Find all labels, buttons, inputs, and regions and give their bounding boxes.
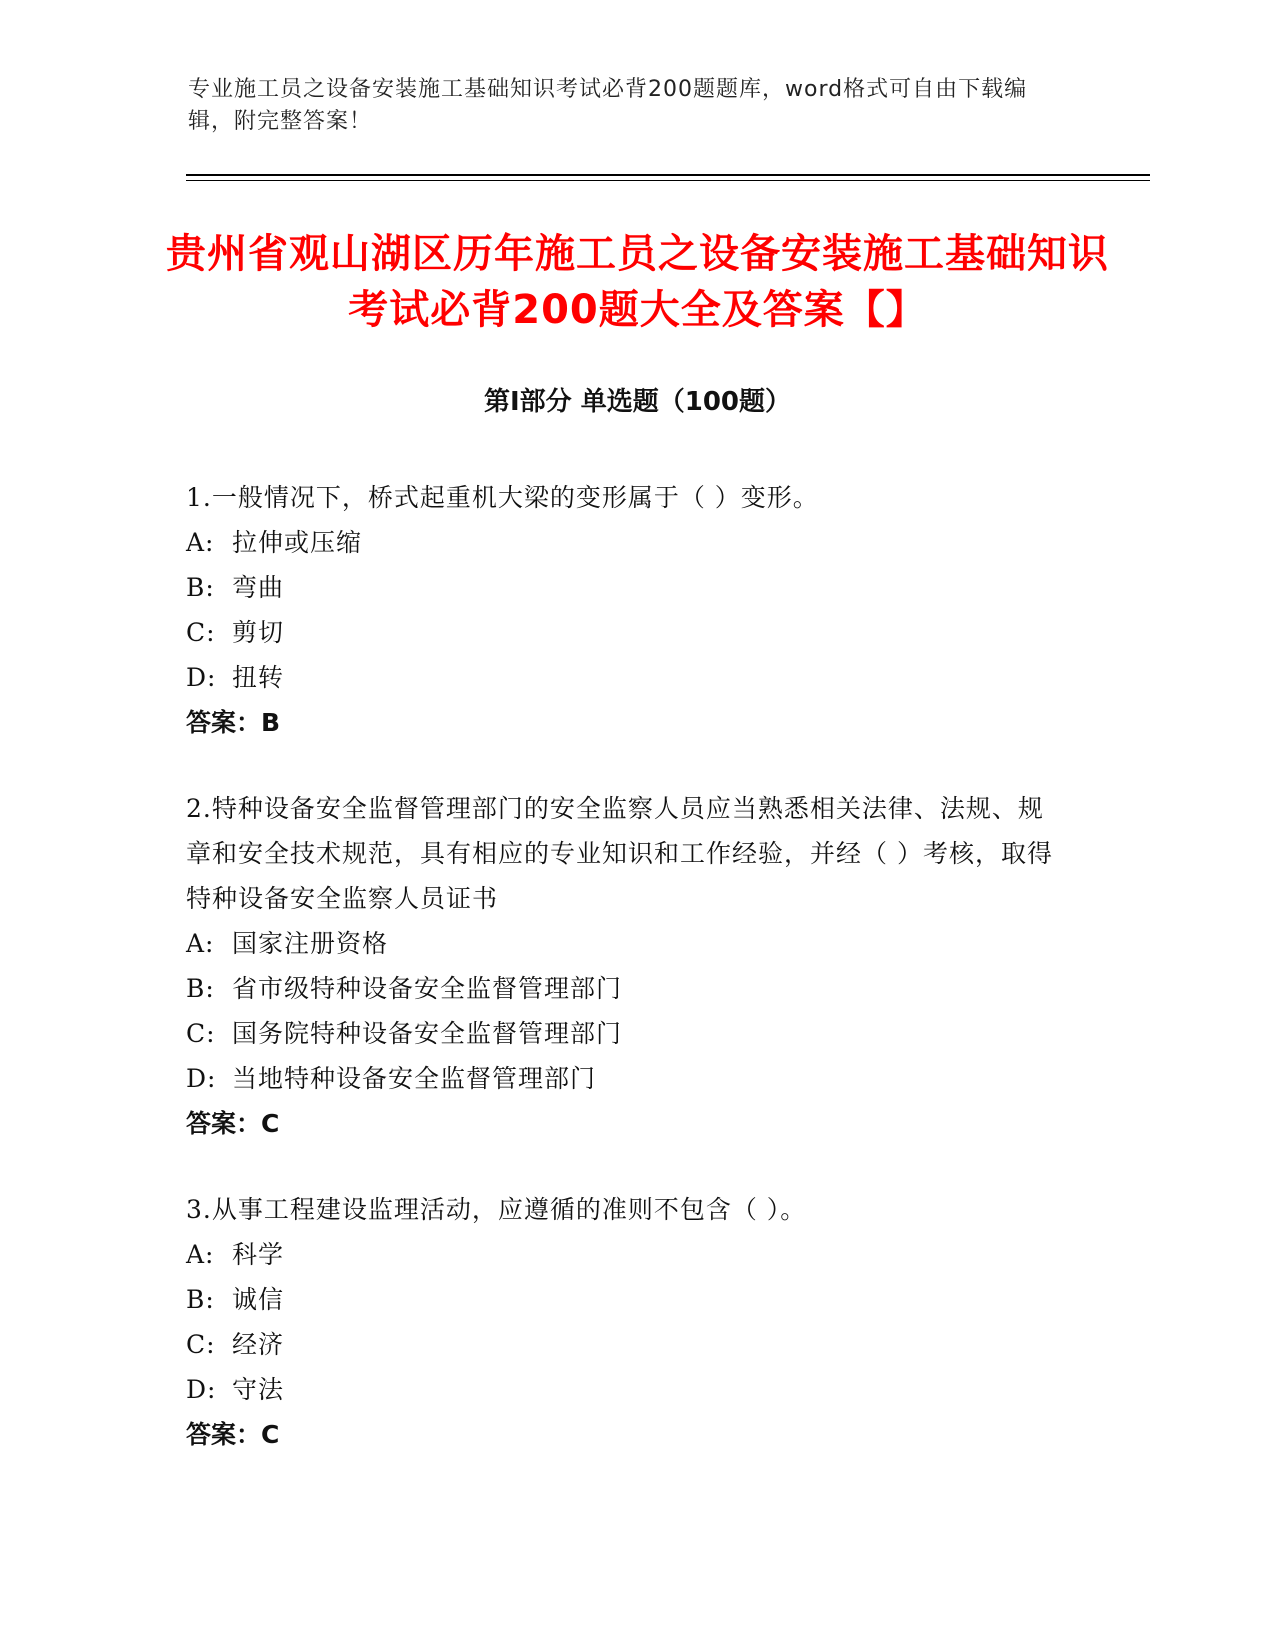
option-c	[186, 610, 1056, 655]
document-title: 贵州省观山湖区历年施工员之设备安装施工基础知识考试必背200题大全及答案【】	[166, 231, 1109, 333]
option-text: 国家注册资格	[232, 929, 389, 958]
question-stem: 2.特种设备安全监督管理部门的安全监察人员应当熟悉相关法律、法规、规章和安全技术规范，具有相应的专业知识和工作经验，并经（ ）考核，取得特种设备安全监察人员证书	[186, 794, 1053, 913]
option-letter: A:	[186, 929, 215, 958]
question-1	[186, 475, 1056, 745]
option-b	[186, 966, 1056, 1011]
option-letter: D:	[186, 1375, 217, 1404]
option-text: 科学	[232, 1240, 285, 1269]
option-letter: A:	[186, 528, 215, 557]
option-letter: A:	[186, 1240, 215, 1269]
option-letter: B:	[186, 974, 215, 1003]
option-d	[186, 655, 1056, 700]
question-stem: 1.一般情况下，桥式起重机大梁的变形属于（ ）变形。	[186, 483, 819, 512]
option-text: 拉伸或压缩	[232, 528, 363, 557]
answer-line: 答案：B	[186, 708, 281, 737]
option-c	[186, 1011, 1056, 1056]
option-letter: B:	[186, 573, 215, 602]
option-d	[186, 1367, 1056, 1412]
option-b	[186, 1277, 1056, 1322]
option-d	[186, 1056, 1056, 1101]
option-letter: D:	[186, 1064, 217, 1093]
option-a	[186, 921, 1056, 966]
option-text: 国务院特种设备安全监督管理部门	[232, 1019, 623, 1048]
question-2	[186, 786, 1056, 1146]
option-a	[186, 520, 1056, 565]
header-note: 专业施工员之设备安装施工基础知识考试必背200题题库，word格式可自由下载编辑，附完整答案！	[188, 77, 1028, 134]
question-stem: 3.从事工程建设监理活动，应遵循的准则不包含（ ）。	[186, 1195, 807, 1224]
option-text: 弯曲	[232, 573, 285, 602]
section-heading: 第Ⅰ部分 单选题（100题）	[484, 387, 791, 417]
option-text: 扭转	[232, 663, 285, 692]
option-text: 省市级特种设备安全监督管理部门	[232, 974, 623, 1003]
option-text: 经济	[232, 1330, 285, 1359]
answer-line: 答案：C	[186, 1109, 280, 1138]
option-b	[186, 565, 1056, 610]
option-text: 诚信	[232, 1285, 285, 1314]
question-3	[186, 1187, 1056, 1457]
question-list	[186, 475, 1056, 1498]
option-letter: D:	[186, 663, 217, 692]
option-letter: C:	[186, 1019, 216, 1048]
option-letter: C:	[186, 1330, 216, 1359]
option-letter: B:	[186, 1285, 215, 1314]
header-rule-thin	[186, 180, 1150, 181]
option-text: 当地特种设备安全监督管理部门	[232, 1064, 597, 1093]
option-a	[186, 1232, 1056, 1277]
option-letter: C:	[186, 618, 216, 647]
option-text: 守法	[232, 1375, 285, 1404]
header-rule-thick	[186, 174, 1150, 176]
answer-line: 答案：C	[186, 1420, 280, 1449]
option-c	[186, 1322, 1056, 1367]
option-text: 剪切	[232, 618, 285, 647]
